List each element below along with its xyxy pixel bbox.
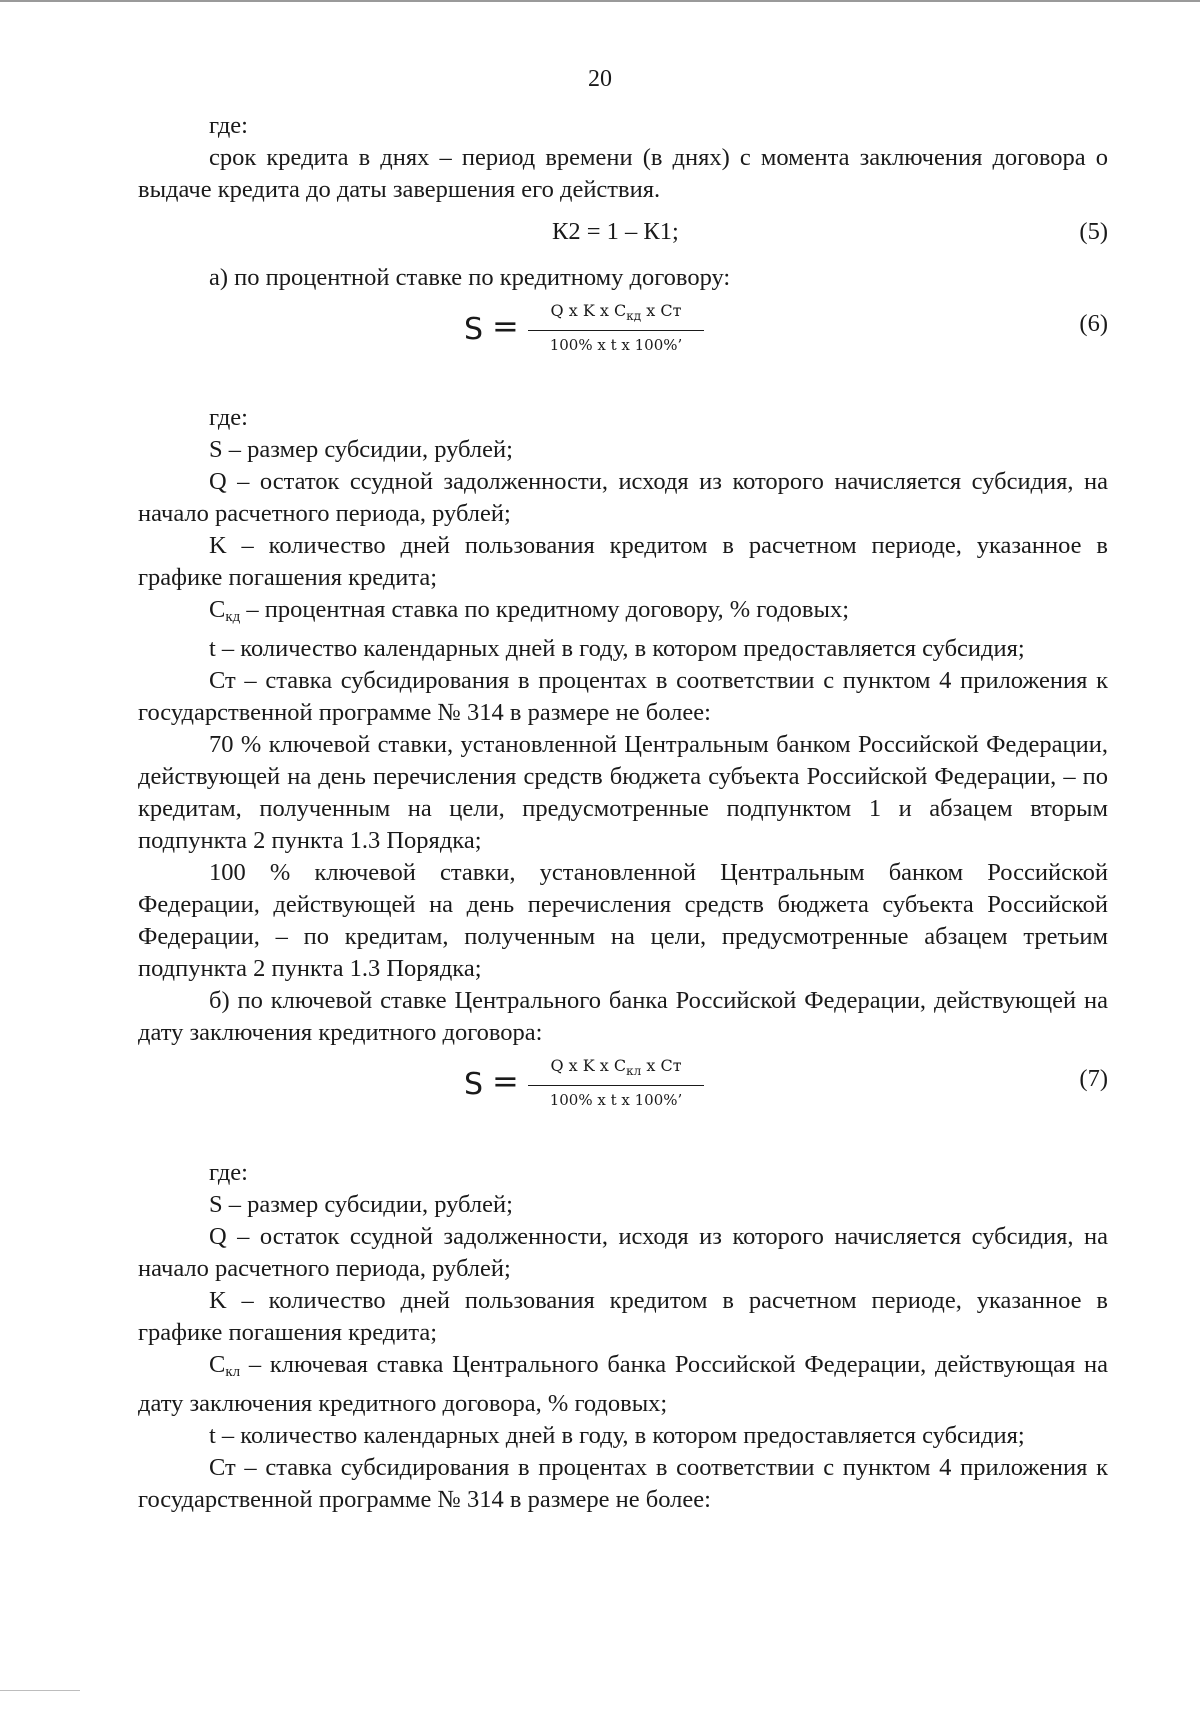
- paragraph-where: где:: [209, 112, 248, 139]
- defs1-q: Q – остаток ссудной задолженности, исходя из которого начисляется субсидия, на начало расчетного периода, рублей;: [138, 468, 1108, 527]
- formula-7-lhs: S: [464, 1067, 484, 1102]
- formula-5-number: (5): [1079, 218, 1108, 245]
- paragraph-a: а) по процентной ставке по кредитному договору:: [209, 264, 731, 291]
- formula-6: [138, 296, 1108, 372]
- defs1-70: 70 % ключевой ставки, установленной Центральным банком Российской Федерации, действующей на день перечисления средств бюджета субъекта Российской Федерации, – по кредитам, полученным на цели, предусмотренные подпунктом 1 и абзацем вторым подпункта 2 пункта 1.3 Порядка;: [138, 731, 1108, 854]
- scan-bottom-mark: [0, 1690, 80, 1691]
- formula-6-denominator: 100% x t x 100%’: [549, 336, 683, 355]
- defs2-s: S – размер субсидии, рублей;: [209, 1191, 513, 1218]
- document-body: [138, 110, 1108, 1516]
- formula-7-numerator: Q x K x $C_{кл}$ x Ст: [528, 1055, 704, 1086]
- formula-6-number: (6): [1079, 310, 1108, 337]
- defs2-q: Q – остаток ссудной задолженности, исходя из которого начисляется субсидия, на начало расчетного периода, рублей;: [138, 1223, 1108, 1282]
- formula-7-denominator: 100% x t x 100%’: [549, 1091, 683, 1110]
- formula-6-fraction: [528, 300, 704, 356]
- defs2-t: t – количество календарных дней в году, в котором предоставляется субсидия;: [209, 1422, 1025, 1449]
- scan-top-edge: [0, 0, 1200, 2]
- formula-7-number: (7): [1079, 1065, 1108, 1092]
- formula-5: [138, 206, 1108, 262]
- defs2-where: где:: [209, 1159, 248, 1186]
- page-number: 20: [588, 66, 612, 92]
- formula-7-equals: =: [492, 1062, 519, 1100]
- formula-6-lhs: S: [464, 312, 484, 347]
- defs2-c: $С_{кл}$ – ключевая ставка Центрального банка Российской Федерации, действующая на дату заключения кредитного договора, % годовых;: [138, 1351, 1108, 1417]
- paragraph-loan-term: срок кредита в днях – период времени (в днях) с момента заключения договора о выдаче кредита до даты завершения его действия.: [138, 144, 1108, 203]
- formula-5-text: К2 = 1 – К1;: [552, 218, 679, 245]
- defs1-t: t – количество календарных дней в году, в котором предоставляется субсидия;: [209, 635, 1025, 662]
- defs1-k: K – количество дней пользования кредитом в расчетном периоде, указанное в графике погашения кредита;: [138, 532, 1108, 591]
- defs1-st: Ст – ставка субсидирования в процентах в соответствии с пунктом 4 приложения к государственной программе № 314 в размере не более:: [138, 667, 1108, 726]
- defs1-c: $С_{кд}$ – процентная ставка по кредитному договору, % годовых;: [209, 596, 850, 625]
- defs1-where: где:: [209, 404, 248, 431]
- defs1-s: S – размер субсидии, рублей;: [209, 436, 513, 463]
- formula-7: [138, 1051, 1108, 1127]
- defs2-st: Ст – ставка субсидирования в процентах в соответствии с пунктом 4 приложения к государственной программе № 314 в размере не более:: [138, 1454, 1108, 1513]
- formula-7-fraction: [528, 1055, 704, 1111]
- defs2-k: K – количество дней пользования кредитом в расчетном периоде, указанное в графике погашения кредита;: [138, 1287, 1108, 1346]
- formula-6-equals: =: [492, 307, 519, 345]
- defs1-100: 100 % ключевой ставки, установленной Центральным банком Российской Федерации, действующей на день перечисления средств бюджета субъекта Российской Федерации, – по кредитам, полученным на цели, предусмотренные абзацем третьим подпункта 2 пункта 1.3 Порядка;: [138, 859, 1108, 982]
- formula-6-numerator: Q x K x $C_{кд}$ x Ст: [528, 300, 704, 331]
- paragraph-b: б) по ключевой ставке Центрального банка Российской Федерации, действующей на дату заключения кредитного договора:: [138, 987, 1108, 1046]
